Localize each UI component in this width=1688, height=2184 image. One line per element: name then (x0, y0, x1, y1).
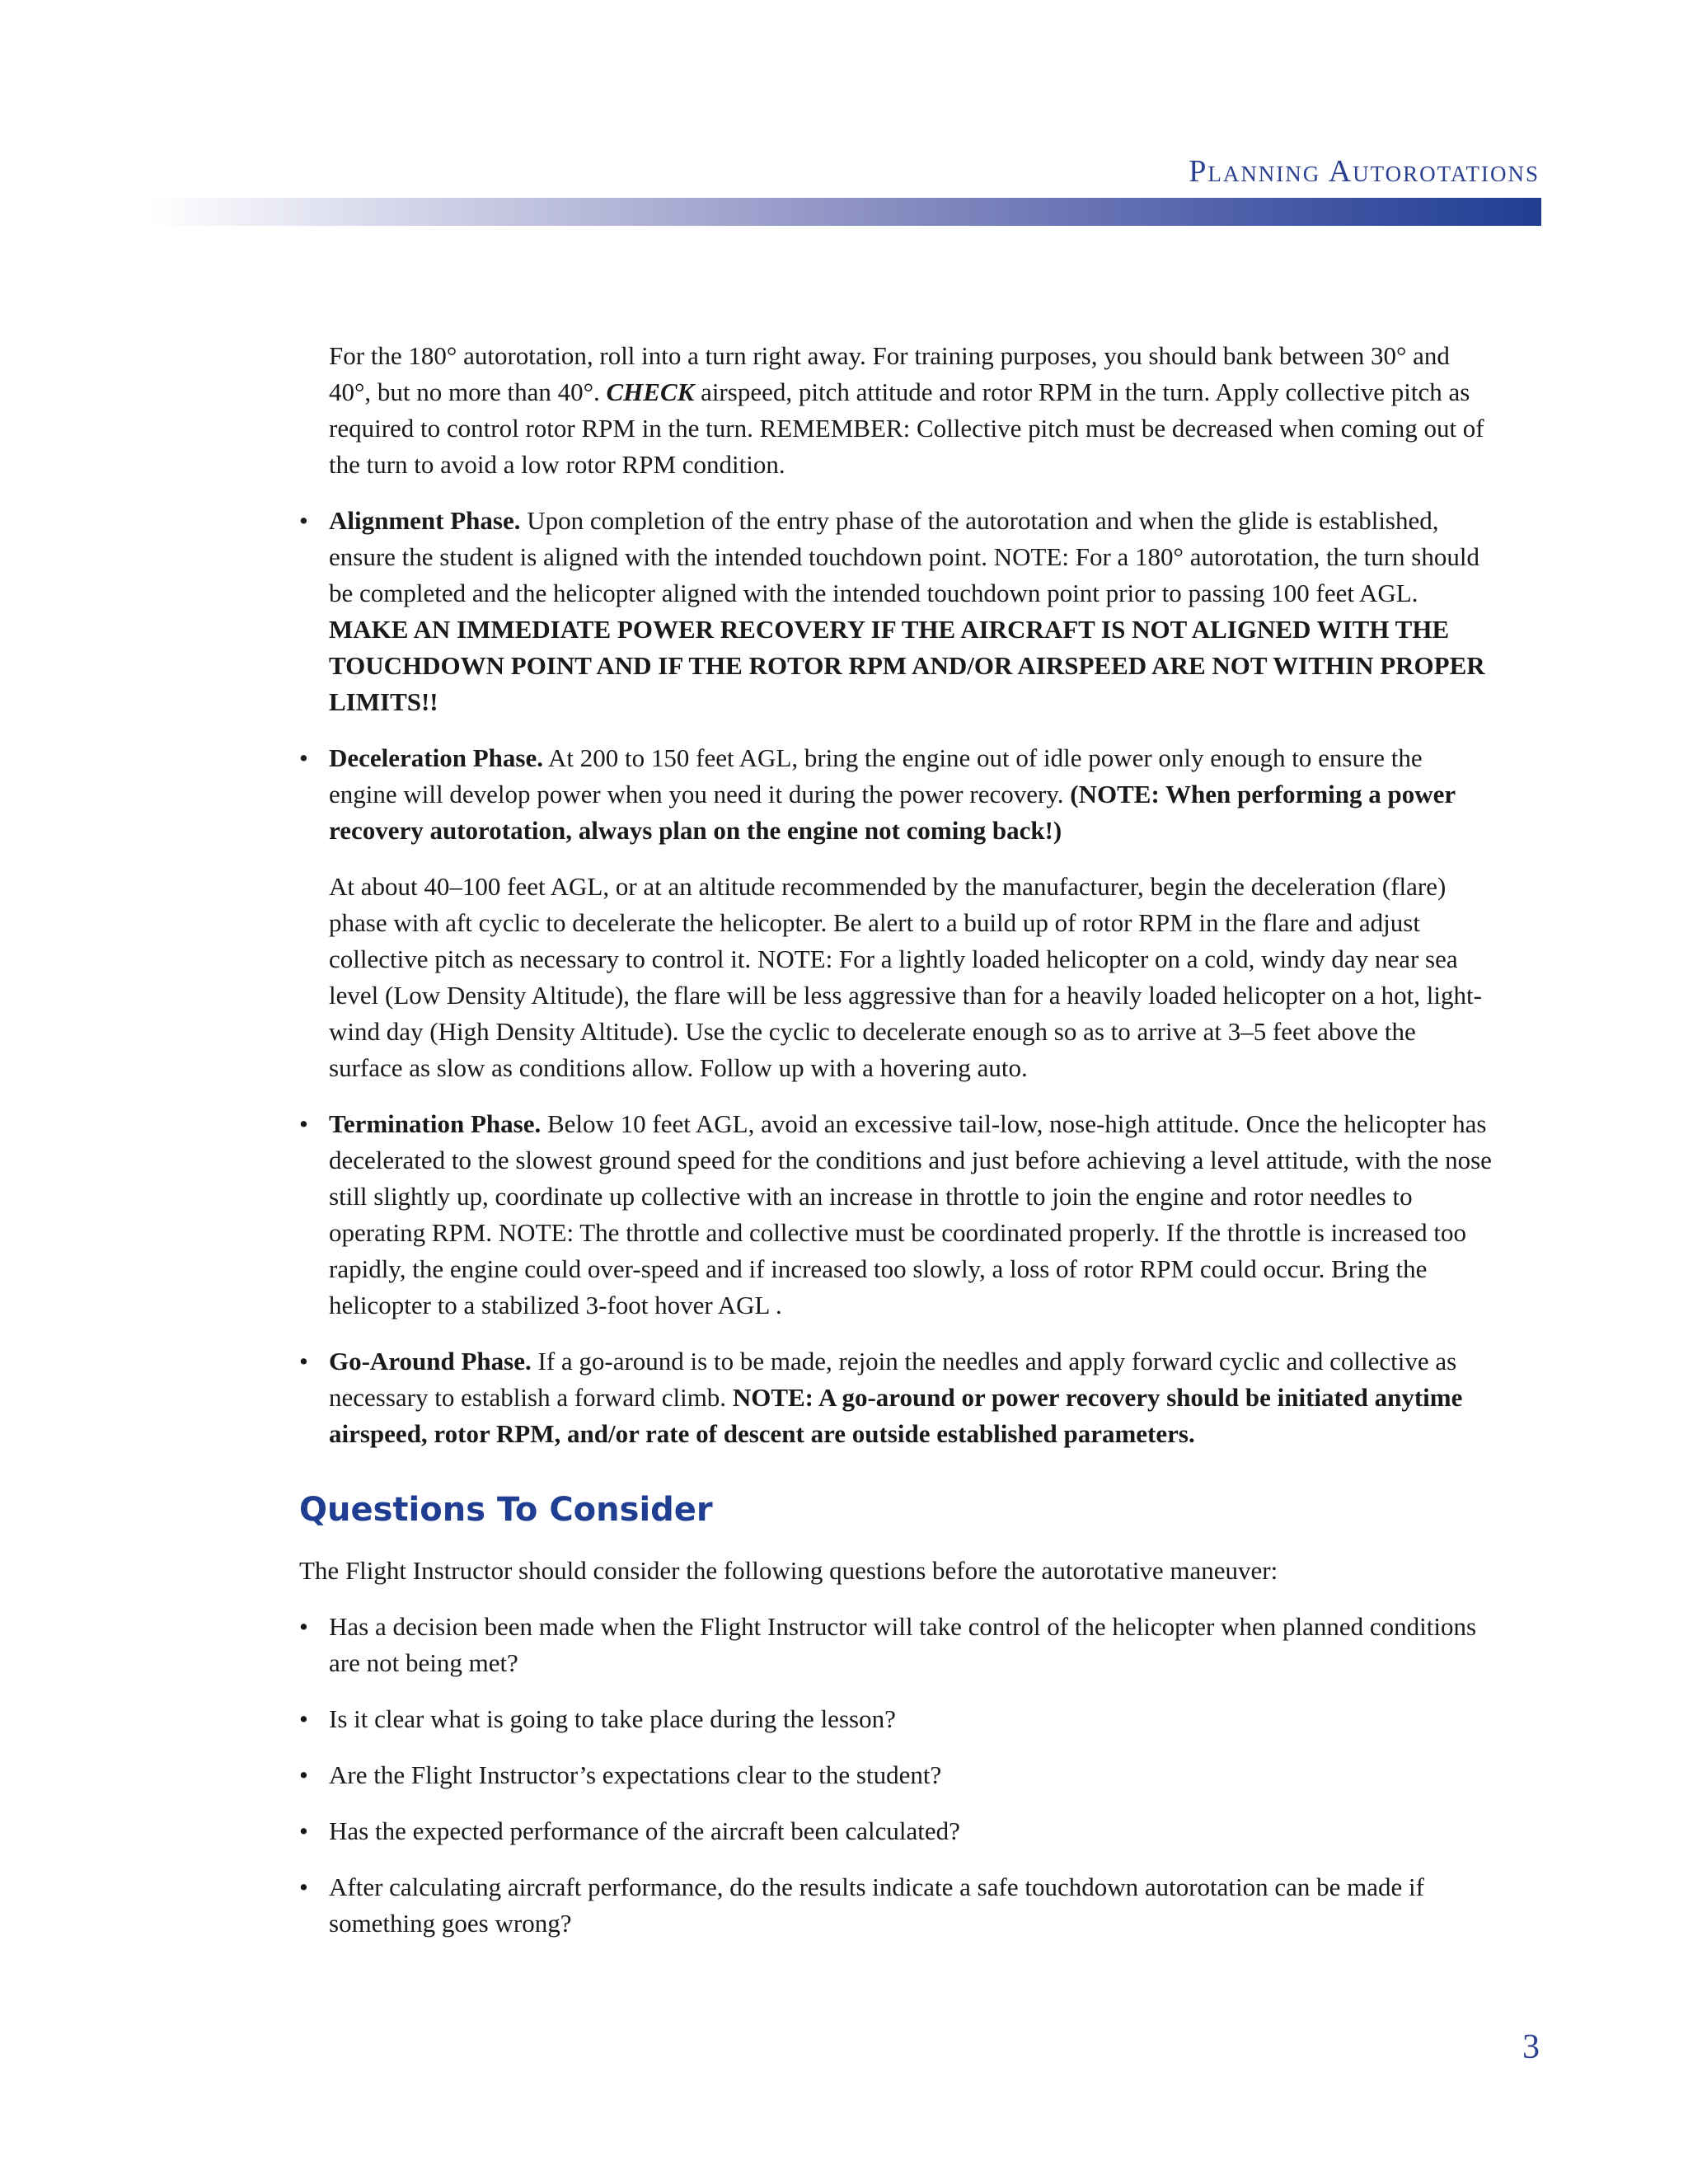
phase-title: Alignment Phase. (329, 506, 521, 535)
phase-bold-note: (NOTE: When performing a power recovery autorotation, always plan on the engine not coming back!) (329, 780, 1456, 845)
question-item (299, 1813, 1494, 1849)
question-text: Has a decision been made when the Flight Instructor will take control of the helicopter when planned conditions are not being met? (329, 1612, 1477, 1677)
check-emphasis: CHECK (606, 377, 695, 406)
phase-text: Upon completion of the entry phase of the autorotation and when the glide is established, ensure the student is aligned with the intended touchdown point. NOTE: For a 180° autorotation, the turn should be completed and the helicopter aligned with the intended touchdown point prior to passing 100 feet AGL. (329, 506, 1479, 607)
section-heading: Questions To Consider (299, 1491, 713, 1529)
header-gradient-bar (148, 198, 1541, 226)
phase-list (299, 503, 1494, 849)
phase-list-continued (299, 1106, 1494, 1452)
question-text: Is it clear what is going to take place during the lesson? (329, 1704, 896, 1733)
page-content (299, 338, 1494, 1961)
bullet-icon: • (299, 1612, 308, 1641)
phase-text: At 200 to 150 feet AGL, bring the engine out of idle power only enough to ensure the engine will develop power when you need it during the power recovery. (329, 743, 1423, 808)
phase-item-alignment (299, 503, 1494, 720)
bullet-icon: • (299, 1816, 308, 1845)
questions-intro: The Flight Instructor should consider the following questions before the autorotative maneuver: (299, 1556, 1278, 1585)
header-title: Planning Autorotations (1189, 154, 1540, 189)
phase-text: Below 10 feet AGL, avoid an excessive tail-low, nose-high attitude. Once the helicopter has decelerated to the slowest ground speed for the conditions and just before achieving a level attitude, with the nose still slightly up, coordinate up collective with an increase in throttle to join the engine and rotor needles to operating RPM. NOTE: The throttle and collective must be coordinated properly. If the throttle is increased too rapidly, the engine could over-speed and if increased too slowly, a loss of rotor RPM could occur. Bring the helicopter to a stabilized 3-foot hover AGL . (329, 1109, 1492, 1319)
intro-paragraph (329, 338, 1494, 483)
phase-title: Termination Phase. (329, 1109, 542, 1138)
question-text: After calculating aircraft performance, do the results indicate a safe touchdown autorotation can be made if something goes wrong? (329, 1872, 1424, 1938)
page-number: 3 (1522, 2028, 1540, 2066)
question-text: Are the Flight Instructor’s expectations clear to the student? (329, 1760, 942, 1789)
deceleration-followup-paragraph: At about 40–100 feet AGL, or at an altitude recommended by the manufacturer, begin the deceleration (flare) phase with aft cyclic to decelerate the helicopter. Be alert to a build up of rotor RPM in the flare and adjust collective pitch as necessary to control it. NOTE: For a lightly loaded helicopter on a cold, windy day near sea level (Low Density Altitude), the flare will be less aggressive than for a heavily loaded helicopter on a hot, light-wind day (High Density Altitude). Use the cyclic to decelerate enough so as to arrive at 3–5 feet above the surface as slow as conditions allow. Follow up with a hovering auto. (329, 872, 1482, 1082)
bullet-icon: • (299, 1704, 308, 1733)
bullet-icon: • (299, 1347, 308, 1376)
phase-bold-note: MAKE AN IMMEDIATE POWER RECOVERY IF THE AIRCRAFT IS NOT ALIGNED WITH THE TOUCHDOWN POINT AND IF THE ROTOR RPM AND/OR AIRSPEED ARE NOT WITHIN PROPER LIMITS!! (329, 615, 1485, 716)
intro-text-1: For the 180° autorotation, roll into a turn right away. For training purposes, you should bank between 30° and 40°, but no more than 40°. (329, 341, 1450, 406)
bullet-icon: • (299, 1109, 308, 1138)
question-text: Has the expected performance of the aircraft been calculated? (329, 1816, 960, 1845)
phase-item-go-around (299, 1343, 1494, 1452)
question-item (299, 1757, 1494, 1793)
phase-bold-note: NOTE: A go-around or power recovery should be initiated anytime airspeed, rotor RPM, and/or rate of descent are outside established parameters. (329, 1383, 1463, 1448)
phase-item-termination (299, 1106, 1494, 1324)
question-item (299, 1701, 1494, 1737)
intro-text-2: airspeed, pitch attitude and rotor RPM in the turn. Apply collective pitch as required to control rotor RPM in the turn. REMEMBER: Collective pitch must be decreased when coming out of the turn to avoid a low rotor RPM condition. (329, 377, 1484, 479)
phase-title: Deceleration Phase. (329, 743, 543, 772)
bullet-icon: • (299, 1760, 308, 1789)
bullet-icon: • (299, 743, 308, 772)
bullet-icon: • (299, 1872, 308, 1901)
bullet-icon: • (299, 506, 308, 535)
question-item (299, 1869, 1494, 1942)
question-list (299, 1609, 1494, 1942)
phase-item-deceleration (299, 740, 1494, 849)
question-item (299, 1609, 1494, 1681)
phase-title: Go-Around Phase. (329, 1347, 532, 1376)
phase-text: If a go-around is to be made, rejoin the needles and apply forward cyclic and collective as necessary to establish a forward climb. (329, 1347, 1457, 1412)
